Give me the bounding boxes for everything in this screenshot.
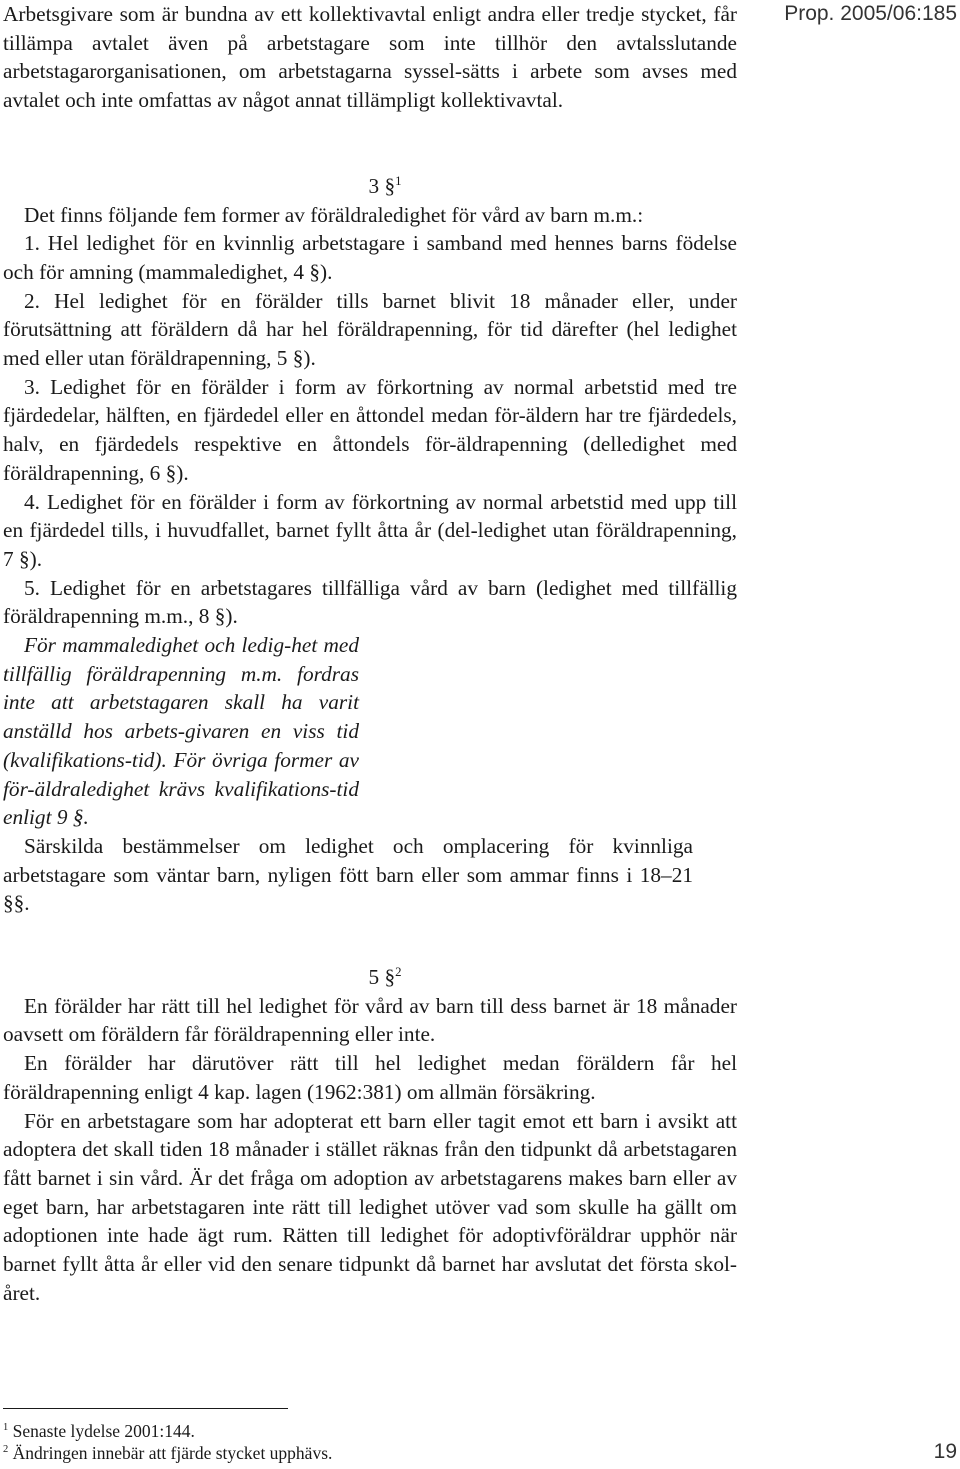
footnote-mark-2: 2 (3, 1444, 9, 1456)
footnote-divider (3, 1408, 288, 1409)
footnote-text-2: Ändringen innebär att fjärde stycket upphävs. (12, 1443, 333, 1463)
section-3-heading (3, 172, 737, 201)
intro-paragraph: Arbetsgivare som är bundna av ett kollektivavtal enligt andra eller tredje stycket, får tillämpa avtalet även på arbetstagare som inte tillhör den avtalsslutande arbetstagarorganisationen, om arbetstagarna syssel-sätts i arbete som avses med avtalet och inte omfattas av något annat tillämpligt kollektivavtal. (3, 2, 737, 113)
list-item-3: 3. Ledighet för en förälder i form av förkortning av normal arbetstid med tre fjärdedelar, hälften, en fjärdedel eller en åttondel medan för-äldern har tre fjärdedels, halv, en fjärdedels respektive en åttondels för-äldrapenning (delledighet med föräldrapenning, 6 §). (3, 374, 737, 485)
section-3-number: 3 § (368, 173, 396, 198)
footnote-ref-1: 1 (395, 173, 402, 188)
proposition-reference: Prop. 2005/06:185 (784, 2, 957, 25)
footnote-1 (3, 1420, 703, 1442)
list-item-5: 5. Ledighet för en arbetstagares tillfälliga vård av barn (ledighet med tillfällig föräldrapenning m.m., 8 §). (3, 575, 737, 629)
section-5-paragraph-1: En förälder har rätt till hel ledighet för vård av barn till dess barnet är 18 månader oavsett om föräldern får föräldrapenning eller inte. (3, 993, 737, 1047)
footnote-text-1: Senaste lydelse 2001:144. (12, 1421, 195, 1441)
section-5-number: 5 § (368, 965, 396, 990)
list-item-1: 1. Hel ledighet för en kvinnlig arbetstagare i samband med hennes barns födelse och för amning (mammaledighet, 4 §). (3, 231, 737, 284)
footnote-ref-2: 2 (395, 964, 402, 979)
section-5-paragraph-2: En förälder har därutöver rätt till hel ledighet medan föräldern får hel föräldrapenning enligt 4 kap. lagen (1962:381) om allmän försäkring. (3, 1051, 737, 1104)
section-3-lead: Det finns följande fem former av föräldraledighet för vård av barn m.m.: (24, 202, 644, 227)
special-provisions-paragraph: Särskilda bestämmelser om ledighet och omplacering för kvinnliga arbetstagare som väntar barn, nyligen fött barn eller som ammar finns i 18–21 §§. (3, 833, 693, 916)
qualification-note: För mammaledighet och ledig-het med tillfällig föräldrapenning m.m. fordras inte att arbetstagaren skall ha varit anställd hos arbets-givaren en viss tid (kvalifikations-tid). För övriga former av för-äldraledighet krävs kvalifikations-tid enligt 9 §. (3, 633, 359, 830)
list-item-4: 4. Ledighet för en förälder i form av förkortning av normal arbetstid med upp till en fjärdedel tills, i huvudfallet, barnet fyllt åtta år (del-ledighet utan föräldrapenning, 7 §). (3, 489, 737, 571)
footnotes (3, 1420, 703, 1464)
footnote-2 (3, 1442, 703, 1464)
page-number: 19 (933, 1440, 957, 1463)
list-item-2: 2. Hel ledighet för en förälder tills barnet blivit 18 månader eller, under förutsättning att föräldern då har hel föräldrapenning, för tid därefter (hel ledighet med eller utan föräldrapenning, 5 §). (3, 288, 737, 371)
section-5-heading (3, 963, 737, 992)
footnote-mark-1: 1 (3, 1422, 9, 1434)
section-5-paragraph-3: För en arbetstagare som har adopterat ett barn eller tagit emot ett barn i avsikt att adoptera det skall tiden 18 månader i stället räknas från den tidpunkt då arbetstagaren fått barnet i sin vård. Är det fråga om adoption av arbetstagarens makes barn eller av eget barn, har arbetstagaren inte rätt till ledighet utöver vad som skulle ha gällt om adoptionen inte hade ägt rum. Rätten till ledighet för adoptivföräldrar upphör när barnet fyllt åtta år eller vid den senare tidpunkt då barnet har avslutat det första skol-året. (3, 1108, 737, 1305)
main-text-column (3, 0, 737, 1308)
